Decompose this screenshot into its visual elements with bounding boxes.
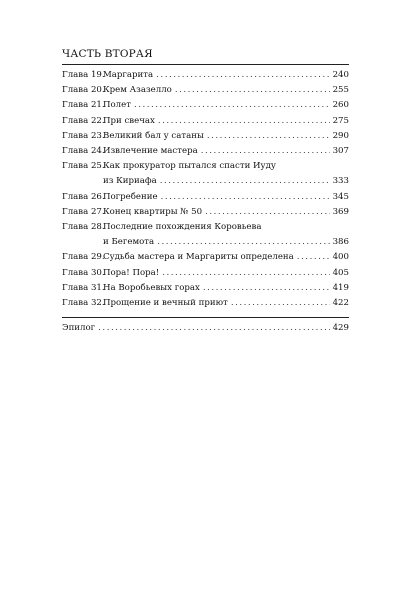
chapter-number: Глава 24.	[62, 146, 105, 157]
page-number: 345	[332, 191, 349, 202]
chapter-title: Погребение	[103, 191, 158, 202]
toc-entry-epilogue[interactable]	[62, 321, 349, 336]
chapter-title: Судьба мастера и Маргариты определена	[103, 252, 294, 263]
dot-leader	[201, 144, 330, 159]
toc-entry[interactable]	[62, 266, 349, 281]
chapter-number: Глава 23.	[62, 130, 105, 141]
dot-leader	[205, 205, 330, 220]
dot-leader	[162, 266, 329, 281]
page-number: 260	[332, 100, 349, 111]
chapter-number: Глава 21.	[62, 100, 105, 111]
toc-entry-line	[62, 235, 349, 250]
page-number: 422	[332, 298, 349, 309]
dot-leader	[98, 321, 329, 336]
chapter-number: Глава 22.	[62, 115, 105, 126]
page-number: 240	[332, 70, 349, 80]
dot-leader	[134, 98, 330, 113]
toc-entry-line	[62, 220, 349, 235]
page-number: 405	[332, 267, 349, 278]
dot-leader	[207, 129, 330, 144]
chapter-title: Последние похождения Коровьева	[103, 222, 262, 233]
page-number: 275	[332, 115, 349, 126]
toc-entry[interactable]	[62, 250, 349, 265]
table-of-contents-page	[62, 48, 349, 336]
page-number: 369	[332, 206, 349, 217]
chapter-number: Глава 30.	[62, 267, 105, 278]
chapter-title: Крем Азазелло	[103, 85, 172, 96]
chapter-title-continued: из Кириафа	[103, 176, 157, 187]
top-divider	[62, 64, 349, 65]
bottom-divider	[62, 317, 349, 318]
chapter-title: Великий бал у сатаны	[103, 130, 204, 141]
page-number: 290	[332, 130, 349, 141]
toc-entry[interactable]	[62, 98, 349, 113]
chapter-title: Полет	[103, 100, 131, 111]
chapter-title: На Воробьевых горах	[103, 282, 200, 293]
toc-entry[interactable]	[62, 205, 349, 220]
toc-entry[interactable]	[62, 190, 349, 205]
toc-entry-line	[62, 159, 349, 174]
chapter-title: Маргарита	[103, 70, 154, 80]
chapter-title: Как прокуратор пытался спасти Иуду	[103, 161, 276, 172]
toc-entry[interactable]	[62, 296, 349, 311]
dot-leader	[156, 68, 329, 83]
toc-entry-multiline[interactable]	[62, 220, 349, 250]
dot-leader	[231, 296, 330, 311]
chapter-list	[62, 68, 349, 311]
toc-entry[interactable]	[62, 281, 349, 296]
page-number: 400	[332, 252, 349, 263]
dot-leader	[203, 281, 330, 296]
toc-entry-multiline[interactable]	[62, 159, 349, 189]
chapter-title-continued: и Бегемота	[103, 237, 155, 248]
chapter-number: Глава 27.	[62, 206, 105, 217]
page-number: 429	[332, 323, 349, 334]
dot-leader	[175, 83, 330, 98]
toc-entry[interactable]	[62, 114, 349, 129]
page-number: 419	[332, 282, 349, 293]
dot-leader	[160, 174, 330, 189]
epilogue-title: Эпилог	[62, 323, 96, 334]
dot-leader	[158, 114, 330, 129]
chapter-title: Прощение и вечный приют	[103, 298, 228, 309]
part-title: ЧАСТЬ ВТОРАЯ	[62, 48, 153, 60]
toc-entry-line	[62, 174, 349, 189]
toc-entry[interactable]	[62, 129, 349, 144]
dot-leader	[161, 190, 330, 205]
chapter-number: Глава 25.	[62, 161, 105, 172]
chapter-number: Глава 19.	[62, 70, 105, 80]
page-number: 386	[332, 237, 349, 248]
chapter-number: Глава 28.	[62, 222, 105, 233]
page-number: 307	[332, 146, 349, 157]
dot-leader	[157, 235, 329, 250]
chapter-title: Извлечение мастера	[103, 146, 198, 157]
chapter-number: Глава 26.	[62, 191, 105, 202]
chapter-title: Конец квартиры № 50	[103, 206, 203, 217]
dot-leader	[297, 250, 330, 265]
toc-entry[interactable]	[62, 83, 349, 98]
chapter-number: Глава 32.	[62, 298, 105, 309]
page-number: 255	[332, 85, 349, 96]
page-number: 333	[332, 176, 349, 187]
chapter-title: При свечах	[103, 115, 155, 126]
toc-entry[interactable]	[62, 68, 349, 83]
toc-entry[interactable]	[62, 144, 349, 159]
chapter-number: Глава 20.	[62, 85, 105, 96]
chapter-title: Пора! Пора!	[103, 267, 160, 278]
chapter-number: Глава 31.	[62, 282, 105, 293]
chapter-number: Глава 29.	[62, 252, 105, 263]
